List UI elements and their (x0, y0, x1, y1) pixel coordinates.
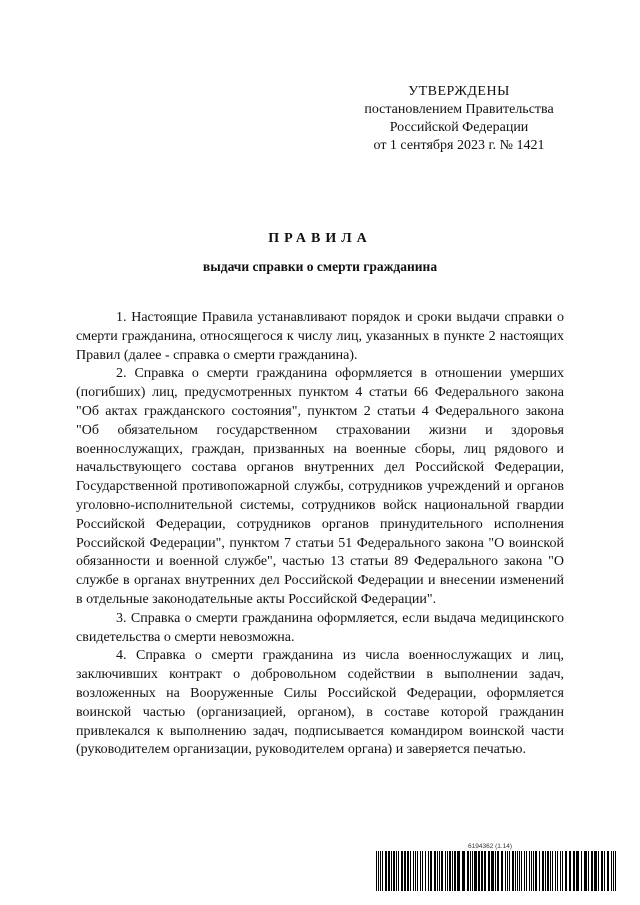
approval-line-decree: постановлением Правительства (364, 102, 554, 117)
approval-heading: УТВЕРЖДЕНЫ (408, 84, 510, 99)
paragraph-4: 4. Справка о смерти гражданина из числа военнослужащих и лиц, заключивших контракт о добровольном содействии в выполнении задач, возложенных на Вооруженные Силы Российской Федерации, оформляется воинской частью (организацией, органом), в составе которой гражданин привлекался к выполнению задач, подписывается командиром воинской части (руководителем организации, руководителем органа) и заверяется печатью. (76, 648, 564, 758)
paragraph-3: 3. Справка о смерти гражданина оформляется, если выдача медицинского свидетельства о смерти невозможна. (76, 610, 564, 645)
approval-block (300, 83, 618, 155)
document-title: ПРАВИЛА (268, 231, 372, 246)
approval-line-date: от 1 сентября 2023 г. № 1421 (373, 138, 545, 153)
document-subtitle: выдачи справки о смерти гражданина (202, 259, 438, 274)
approval-line-federation: Российской Федерации (389, 120, 529, 135)
document-body (76, 309, 564, 760)
paragraph-1: 1. Настоящие Правила устанавливают порядок и сроки выдачи справки о смерти гражданина, относящегося к числу лиц, указанных в пункте 2 настоящих Правил (далее - справка о смерти гражданина). (76, 310, 564, 363)
paragraph-2: 2. Справка о смерти гражданина оформляется в отношении умерших (погибших) лиц, предусмотренных пунктом 4 статьи 66 Федерального закона "Об актах гражданского состояния", пунктом 2 статьи 4 Федерального закона "Об обязательном государственном страховании жизни и здоровья военнослужащих, граждан, призванных на военные сборы, лиц рядового и начальствующего состава органов внутренних дел Российской Федерации, Государственной противопожарной службы, сотрудников учреждений и органов уголовно-исполнительной системы, сотрудников войск национальной гвардии Российской Федерации, сотрудников органов принудительного исполнения Российской Федерации", пунктом 7 статьи 51 Федерального закона "О воинской обязанности и военной службе", частью 13 статьи 89 Федерального закона "О службе в органах внутренних дел Российской Федерации и внесении изменений в отдельные законодательные акты Российской Федерации". (76, 366, 564, 607)
footer-code: 6194362 (1.14) (468, 843, 513, 850)
barcode-image (376, 851, 618, 891)
